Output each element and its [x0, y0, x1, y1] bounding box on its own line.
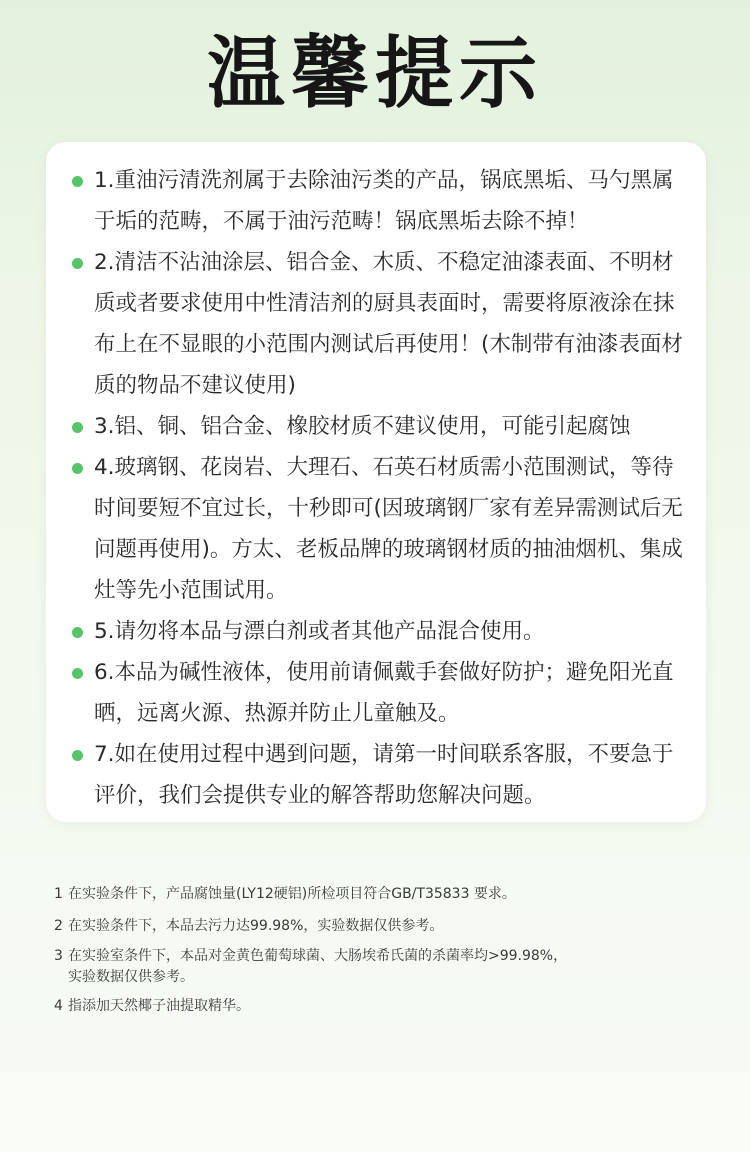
footnote-3	[54, 946, 694, 988]
tip-item-2: 2.清洁不沾油涂层、铝合金、木质、不稳定油漆表面、不明材质或者要求使用中性清洁剂的厨具表面时，需要将原液涂在抹布上在不显眼的小范围内测试后再使用！(木制带有油漆表面材质的物品不建议使用)	[94, 250, 683, 398]
tip-item-4: 4.玻璃钢、花岗岩、大理石、石英石材质需小范围测试，等待时间要短不宜过长，十秒即可(因玻璃钢厂家有差异需测试后无问题再使用)。方太、老板品牌的玻璃钢材质的抽油烟机、集成灶等先小范围试用。	[94, 455, 683, 603]
tip-item-3: 3.铝、铜、铝合金、橡胶材质不建议使用，可能引起腐蚀	[94, 414, 631, 439]
footnote-4	[54, 996, 694, 1017]
footnote-text: 在实验条件下，产品腐蚀量(LY12硬铝)所检项目符合GB/T35833 要求。	[68, 886, 516, 902]
bullet-dot-icon	[72, 668, 83, 679]
tips-card	[46, 142, 706, 822]
footnote-text: 在实验室条件下，本品对金黄色葡萄球菌、大肠埃希氏菌的杀菌率均>99.98%，	[68, 948, 568, 964]
tip-item-6: 6.本品为碱性液体，使用前请佩戴手套做好防护；避免阳光直晒，远离火源、热源并防止儿童触及。	[94, 660, 674, 726]
bullet-dot-icon	[72, 627, 83, 638]
bullet-dot-icon	[72, 176, 83, 187]
footnote-number: 2	[54, 918, 63, 934]
page-title: 温馨提示	[206, 29, 543, 119]
footnote-2	[54, 916, 694, 937]
tip-item-1: 1.重油污清洗剂属于去除油污类的产品，锅底黑垢、马勺黑属于垢的范畴，不属于油污范畴！锅底黑垢去除不掉！	[94, 168, 674, 234]
bullet-dot-icon	[72, 258, 83, 269]
bullet-dot-icon	[72, 463, 83, 474]
footnote-number: 1	[54, 886, 63, 902]
footnote-text: 指添加天然椰子油提取精华。	[68, 998, 250, 1014]
bullet-dot-icon	[72, 750, 83, 761]
footnote-number: 3	[54, 948, 63, 964]
footnote-number: 4	[54, 998, 63, 1014]
bullet-dot-icon	[72, 422, 83, 433]
footnote-1	[54, 884, 694, 905]
footnote-text: 在实验条件下，本品去污力达99.98%，实验数据仅供参考。	[68, 918, 444, 934]
tip-item-7: 7.如在使用过程中遇到问题，请第一时间联系客服，不要急于评价，我们会提供专业的解答帮助您解决问题。	[94, 742, 674, 808]
footnote-continuation: 实验数据仅供参考。	[68, 969, 194, 985]
tip-item-5: 5.请勿将本品与漂白剂或者其他产品混合使用。	[94, 619, 545, 644]
